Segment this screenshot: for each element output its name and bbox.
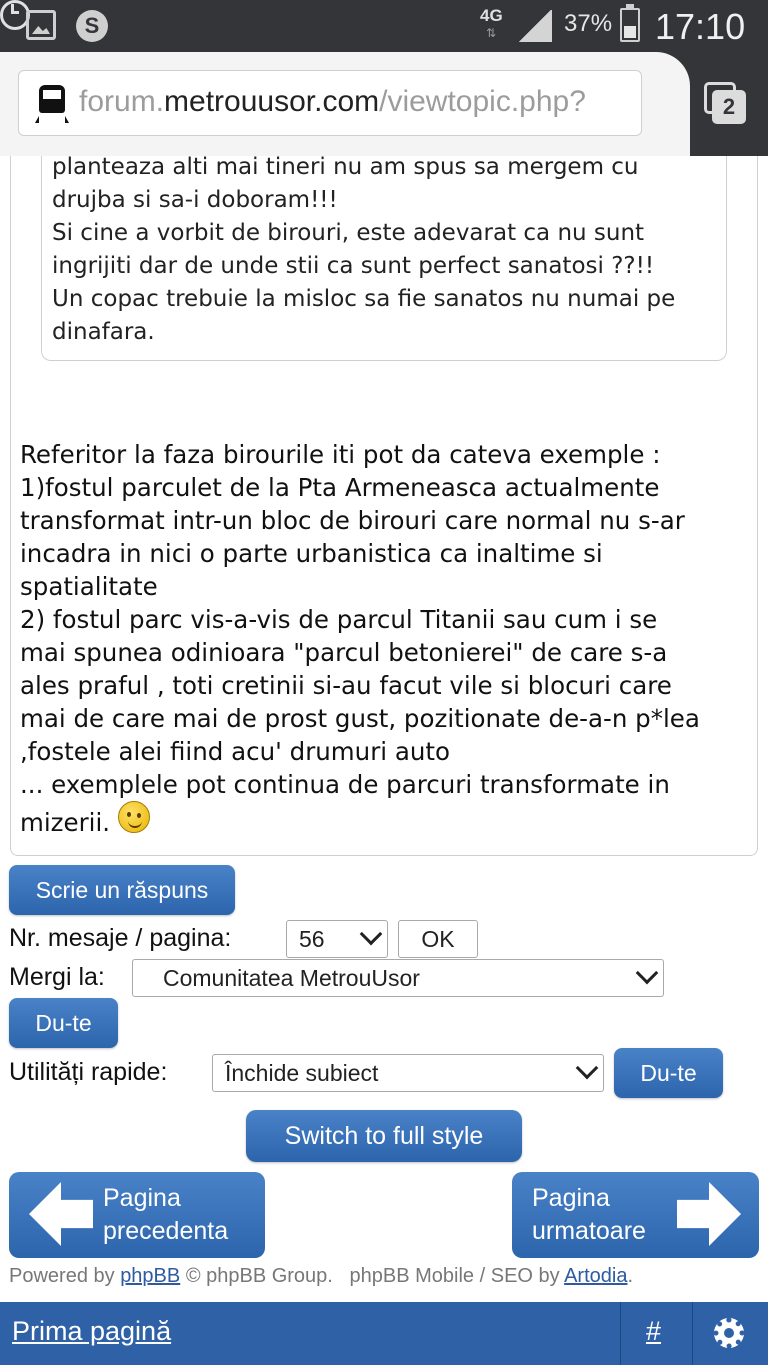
url-host: metrouusor.com	[164, 85, 380, 118]
prev-line: precedenta	[103, 1217, 229, 1245]
post-line: 1)fostul parculet de la Pta Armeneasca actualmente	[20, 473, 660, 502]
reply-button[interactable]: Scrie un răspuns	[9, 865, 235, 915]
status-bar	[0, 0, 768, 52]
post-line: mai spunea odinioara "parcul betonierei" de care s-a	[20, 638, 668, 667]
next-line: urmatoare	[532, 1217, 646, 1245]
post-line: Referitor la faza birourile iti pot da cateva exemple :	[20, 440, 661, 469]
network-type: 4G	[480, 6, 503, 25]
quick-tools-button[interactable]: Du-te	[614, 1048, 723, 1098]
footer-period: .	[627, 1265, 634, 1287]
quote-line: ingrijiti dar de unde stii ca sunt perfect sanatosi ??!!	[52, 253, 655, 279]
per-page-value: 56	[299, 926, 325, 952]
post-line: spatialitate	[20, 572, 158, 601]
next-page-label	[532, 1182, 646, 1248]
post-line: transformat intr-un bloc de birouri care normal nu s-ar	[20, 506, 685, 535]
divider	[620, 1302, 621, 1365]
url-prefix: forum.	[79, 85, 165, 118]
quote-line: Si cine a vorbit de birouri, este adevarat ca nu sunt	[52, 220, 645, 246]
goto-label: Mergi la:	[9, 963, 105, 991]
quote-line: planteaza alti mai tineri nu am spus sa mergem cu	[52, 154, 639, 180]
address-bar[interactable]	[18, 70, 642, 136]
chevron-down-icon	[360, 923, 383, 946]
goto-select[interactable]	[132, 959, 664, 997]
bottom-nav-bar	[0, 1302, 768, 1365]
tabs-icon[interactable]	[704, 82, 748, 126]
quote-line: dinafara.	[52, 319, 155, 345]
per-page-label: Nr. mesaje / pagina:	[9, 924, 232, 952]
quick-tools-value: Închide subiect	[225, 1060, 379, 1086]
ok-button[interactable]: OK	[398, 920, 478, 958]
tab-count: 2	[712, 90, 746, 124]
train-icon	[35, 85, 69, 123]
artodia-link[interactable]: Artodia	[564, 1265, 628, 1287]
prev-line: Pagina	[103, 1184, 181, 1212]
home-link[interactable]: Prima pagină	[12, 1316, 172, 1346]
shazam-icon: S	[76, 10, 108, 42]
post-line: mizerii.	[20, 808, 111, 837]
powered-by-text: Powered by	[9, 1265, 115, 1287]
post-line: 2) fostul parc vis-a-vis de parcul Titanii sau cum i se	[20, 605, 658, 634]
post-body	[10, 156, 758, 856]
battery-icon	[620, 8, 640, 42]
gallery-icon	[26, 10, 56, 40]
quick-tools-select[interactable]	[212, 1054, 604, 1092]
quote-block	[41, 156, 727, 361]
post-line: ales praful , toti cretinii si-au facut vile si blocuri care	[20, 671, 672, 700]
copyright-text: © phpBB Group.	[185, 1265, 333, 1287]
smiley-icon	[118, 801, 150, 833]
chevron-down-icon	[576, 1057, 599, 1080]
previous-page-label	[103, 1182, 228, 1248]
clock: 17:10	[655, 6, 746, 47]
switch-style-button[interactable]: Switch to full style	[246, 1110, 522, 1162]
arrow-left-icon	[29, 1182, 93, 1246]
mobile-seo-text: phpBB Mobile / SEO by	[349, 1265, 560, 1287]
previous-page-button[interactable]	[9, 1172, 265, 1258]
post-text	[20, 438, 750, 839]
quote-line: Un copac trebuie la misloc sa fie sanatos nu numai pe	[52, 286, 676, 312]
chevron-down-icon	[636, 962, 659, 985]
next-page-button[interactable]	[512, 1172, 759, 1258]
post-line: mai de care mai de prost gust, pozitionate de-a-n p*lea	[20, 704, 700, 733]
quote-text	[52, 151, 716, 349]
signal-icon	[518, 10, 552, 42]
post-line: ,fostele alei fiind acu' drumuri auto	[20, 737, 450, 766]
goto-button[interactable]: Du-te	[9, 998, 118, 1048]
quote-line: drujba si sa-i doboram!!!	[52, 187, 338, 213]
browser-toolbar	[0, 52, 768, 156]
phpbb-link[interactable]: phpBB	[120, 1265, 181, 1287]
url-panel	[0, 52, 690, 156]
goto-value: Comunitatea MetrouUsor	[163, 965, 420, 991]
battery-percent: 37%	[564, 10, 613, 37]
url-path: /viewtopic.php?	[379, 85, 586, 118]
quick-tools-label: Utilități rapide:	[9, 1058, 168, 1086]
data-arrows-icon: ⇅	[486, 26, 497, 40]
post-line: incadra in nici o parte urbanistica ca inaltime si	[20, 539, 603, 568]
post-line: ... exemplele pot continua de parcuri transformate in	[20, 770, 670, 799]
hash-link[interactable]: #	[646, 1316, 662, 1346]
divider	[692, 1302, 693, 1365]
gear-icon[interactable]	[714, 1318, 744, 1348]
next-line: Pagina	[532, 1184, 610, 1212]
url-text	[79, 85, 586, 119]
arrow-right-icon	[677, 1182, 741, 1246]
per-page-select[interactable]	[286, 920, 388, 958]
footer-credits	[9, 1265, 633, 1288]
